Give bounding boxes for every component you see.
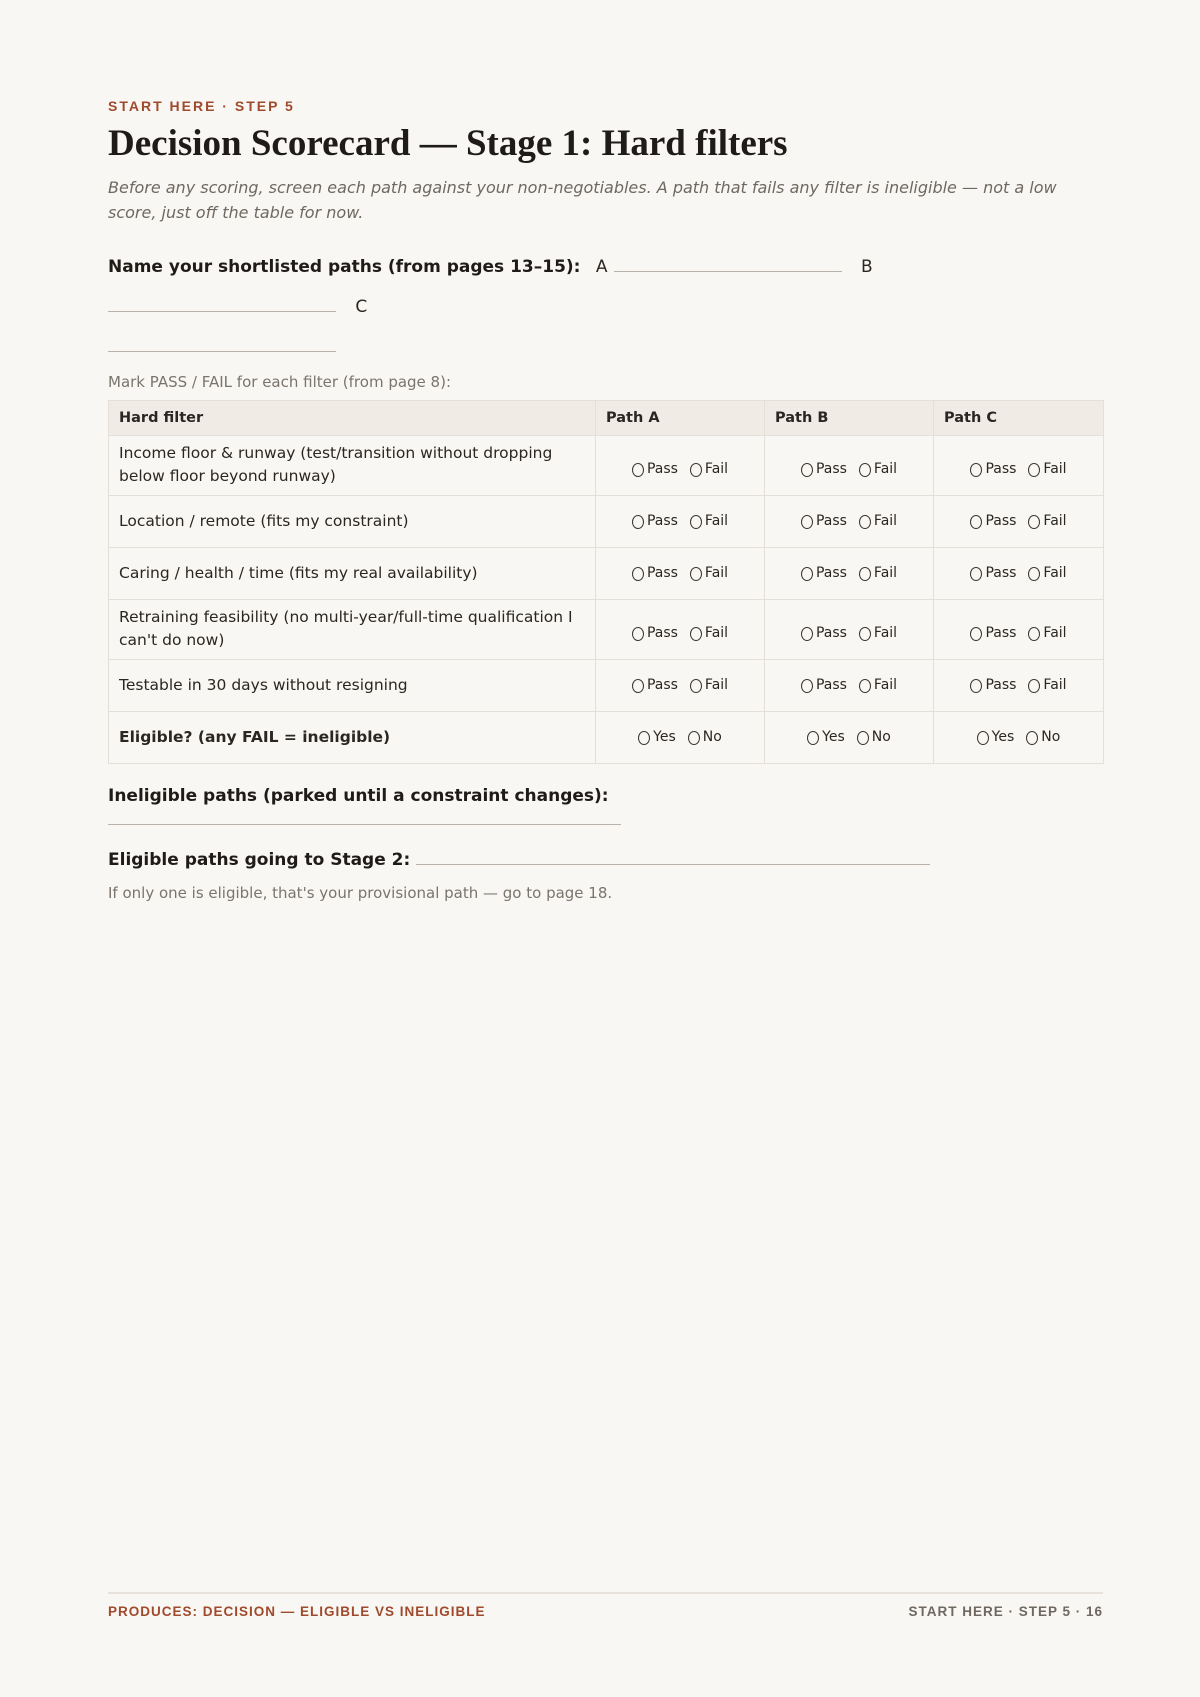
choice-label: Yes [653, 729, 676, 746]
fail-option-path-c[interactable] [1028, 510, 1066, 533]
eligible-row [109, 711, 1104, 763]
eligible-row [108, 846, 1103, 870]
ineligible-label: Ineligible paths (parked until a constraint changes): [108, 785, 609, 806]
choice-label: Fail [1043, 565, 1067, 582]
radio-circle-icon [801, 627, 813, 641]
choice-label: Pass [646, 625, 678, 642]
choice-label: Fail [873, 625, 898, 642]
radio-circle-icon [977, 731, 989, 745]
page-title: Decision Scorecard — Stage 1: Hard filters [108, 123, 788, 164]
radio-circle-icon [688, 731, 700, 745]
radio-circle-icon [801, 463, 813, 477]
page-footer [108, 1592, 1103, 1619]
path-b-cell [765, 435, 934, 495]
fail-option-path-a[interactable] [690, 458, 728, 481]
choice-label: Pass [815, 461, 847, 478]
path-c-cell [934, 547, 1104, 599]
eligible-label: Eligible? (any FAIL = ineligible) [109, 711, 596, 763]
no-option-path-b[interactable] [857, 726, 891, 749]
choice-label: Pass [815, 565, 847, 582]
radio-circle-icon [801, 567, 813, 581]
path-c-cell [934, 435, 1104, 495]
yes-option-path-b[interactable] [807, 726, 845, 749]
header-hard-filter: Hard filter [109, 400, 596, 435]
choice-label: Fail [873, 565, 898, 582]
pass-option-path-b[interactable] [801, 510, 847, 533]
choice-label: Fail [704, 461, 729, 478]
radio-circle-icon [1028, 515, 1040, 529]
radio-circle-icon [807, 731, 819, 745]
eligible-path-c-cell [934, 711, 1104, 763]
radio-circle-icon [859, 627, 871, 641]
radio-circle-icon [632, 627, 644, 641]
ineligible-paths-field[interactable] [108, 806, 621, 825]
radio-circle-icon [970, 567, 982, 581]
fail-option-path-a[interactable] [690, 674, 728, 697]
footer-produces: PRODUCES: DECISION — ELIGIBLE VS INELIGIBLE [108, 1604, 486, 1619]
table-row [109, 659, 1104, 711]
path-a-cell [596, 599, 765, 659]
table-row [109, 547, 1104, 599]
radio-circle-icon [859, 515, 871, 529]
path-a-cell [596, 659, 765, 711]
filter-label: Location / remote (fits my constraint) [109, 495, 596, 547]
eligible-paths-field[interactable] [416, 846, 930, 865]
choice-label: Yes [991, 729, 1015, 746]
pass-option-path-b[interactable] [801, 674, 847, 697]
path-c-cell [934, 599, 1104, 659]
fail-option-path-a[interactable] [690, 510, 728, 533]
fail-option-path-b[interactable] [859, 674, 897, 697]
pass-option-path-a[interactable] [632, 458, 678, 481]
choice-label: Pass [985, 513, 1017, 530]
choice-label: Fail [704, 565, 729, 582]
yes-option-path-c[interactable] [977, 726, 1015, 749]
radio-circle-icon [801, 515, 813, 529]
path-c-letter: C [355, 296, 368, 317]
pass-option-path-a[interactable] [632, 562, 678, 585]
choice-label: Pass [985, 625, 1017, 642]
table-row [109, 435, 1104, 495]
radio-circle-icon [690, 567, 702, 581]
choice-label: Pass [815, 625, 847, 642]
path-c-name-field[interactable] [108, 331, 336, 352]
choice-label: Pass [646, 565, 678, 582]
path-b-letter: B [860, 256, 873, 277]
eligible-path-a-cell [596, 711, 765, 763]
fail-option-path-a[interactable] [690, 622, 728, 645]
header-path-a: Path A [596, 400, 765, 435]
path-b-cell [765, 495, 934, 547]
path-a-name-field[interactable] [614, 251, 842, 272]
table-row [109, 599, 1104, 659]
path-b-name-field[interactable] [108, 291, 336, 312]
choice-label: Fail [1043, 461, 1067, 478]
pass-option-path-c[interactable] [970, 674, 1016, 697]
choice-label: Pass [646, 461, 678, 478]
pass-option-path-c[interactable] [970, 510, 1016, 533]
path-b-cell [765, 599, 934, 659]
fail-option-path-b[interactable] [859, 458, 897, 481]
fail-option-path-c[interactable] [1028, 674, 1066, 697]
intro-text: Before any scoring, screen each path against your non-negotiables. A path that fails any filter is ineligible — not a low score, just off the table for now. [108, 177, 1057, 222]
mark-instructions: Mark PASS / FAIL for each filter (from page 8): [108, 372, 452, 391]
footer-page-info: START HERE · STEP 5 · 16 [908, 1604, 1103, 1619]
path-a-cell [596, 547, 765, 599]
pass-option-path-a[interactable] [632, 622, 678, 645]
choice-label: Fail [1043, 513, 1067, 530]
worksheet-page [108, 98, 1103, 902]
choice-label: Pass [985, 677, 1017, 694]
choice-label: No [702, 729, 722, 746]
path-a-cell [596, 495, 765, 547]
choice-label: Yes [822, 729, 845, 746]
choice-label: Fail [873, 461, 898, 478]
radio-circle-icon [859, 679, 871, 693]
filter-label: Testable in 30 days without resigning [109, 659, 596, 711]
radio-circle-icon [632, 567, 644, 581]
fail-option-path-b[interactable] [859, 510, 897, 533]
choice-label: Pass [815, 513, 847, 530]
radio-circle-icon [857, 731, 869, 745]
table-row [109, 495, 1104, 547]
radio-circle-icon [1028, 463, 1040, 477]
radio-circle-icon [859, 463, 871, 477]
provisional-note: If only one is eligible, that's your provisional path — go to page 18. [108, 883, 613, 902]
radio-circle-icon [690, 463, 702, 477]
radio-circle-icon [970, 515, 982, 529]
pass-option-path-b[interactable] [801, 562, 847, 585]
path-names-row [108, 247, 1103, 367]
pass-option-path-a[interactable] [632, 510, 678, 533]
no-option-path-a[interactable] [688, 726, 722, 749]
choice-label: Fail [873, 677, 898, 694]
no-option-path-c[interactable] [1026, 726, 1060, 749]
header-path-b: Path B [765, 400, 934, 435]
header-path-c: Path C [934, 400, 1104, 435]
radio-circle-icon [1026, 731, 1038, 745]
choice-label: Fail [704, 625, 729, 642]
path-c-cell [934, 495, 1104, 547]
choice-label: No [1041, 729, 1061, 746]
pass-option-path-c[interactable] [970, 562, 1016, 585]
path-names-label: Name your shortlisted paths (from pages 13–15): [108, 256, 581, 277]
choice-label: Fail [1043, 625, 1067, 642]
eligible-path-b-cell [765, 711, 934, 763]
choice-label: Pass [646, 677, 678, 694]
ineligible-row [108, 786, 1103, 830]
fail-option-path-a[interactable] [690, 562, 728, 585]
choice-label: Fail [873, 513, 898, 530]
choice-label: Pass [985, 565, 1017, 582]
radio-circle-icon [690, 515, 702, 529]
radio-circle-icon [970, 679, 982, 693]
radio-circle-icon [970, 627, 982, 641]
yes-option-path-a[interactable] [638, 726, 676, 749]
pass-option-path-b[interactable] [801, 458, 847, 481]
fail-option-path-b[interactable] [859, 622, 897, 645]
path-a-cell [596, 435, 765, 495]
path-a-letter: A [595, 256, 608, 277]
fail-option-path-c[interactable] [1028, 458, 1066, 481]
choice-label: Fail [704, 677, 729, 694]
radio-circle-icon [690, 627, 702, 641]
radio-circle-icon [1028, 679, 1040, 693]
radio-circle-icon [632, 463, 644, 477]
choice-label: No [871, 729, 891, 746]
path-b-cell [765, 547, 934, 599]
radio-circle-icon [1028, 627, 1040, 641]
pass-option-path-a[interactable] [632, 674, 678, 697]
pass-option-path-b[interactable] [801, 622, 847, 645]
radio-circle-icon [690, 679, 702, 693]
choice-label: Pass [815, 677, 847, 694]
radio-circle-icon [801, 679, 813, 693]
pass-option-path-c[interactable] [970, 622, 1016, 645]
fail-option-path-c[interactable] [1028, 562, 1066, 585]
eligible-label: Eligible paths going to Stage 2: [108, 849, 411, 870]
radio-circle-icon [859, 567, 871, 581]
radio-circle-icon [970, 463, 982, 477]
radio-circle-icon [632, 679, 644, 693]
radio-circle-icon [1028, 567, 1040, 581]
choice-label: Fail [1043, 677, 1067, 694]
fail-option-path-b[interactable] [859, 562, 897, 585]
radio-circle-icon [632, 515, 644, 529]
fail-option-path-c[interactable] [1028, 622, 1066, 645]
choice-label: Pass [646, 513, 678, 530]
filter-label: Income floor & runway (test/transition without dropping below floor beyond runway) [109, 435, 596, 495]
pass-option-path-c[interactable] [970, 458, 1016, 481]
section-kicker: START HERE · STEP 5 [108, 98, 295, 114]
filter-label: Caring / health / time (fits my real availability) [109, 547, 596, 599]
path-b-cell [765, 659, 934, 711]
radio-circle-icon [638, 731, 650, 745]
hard-filter-table [108, 400, 1104, 764]
filter-label: Retraining feasibility (no multi-year/full-time qualification I can't do now) [109, 599, 596, 659]
path-c-cell [934, 659, 1104, 711]
choice-label: Pass [985, 461, 1017, 478]
choice-label: Fail [704, 513, 729, 530]
